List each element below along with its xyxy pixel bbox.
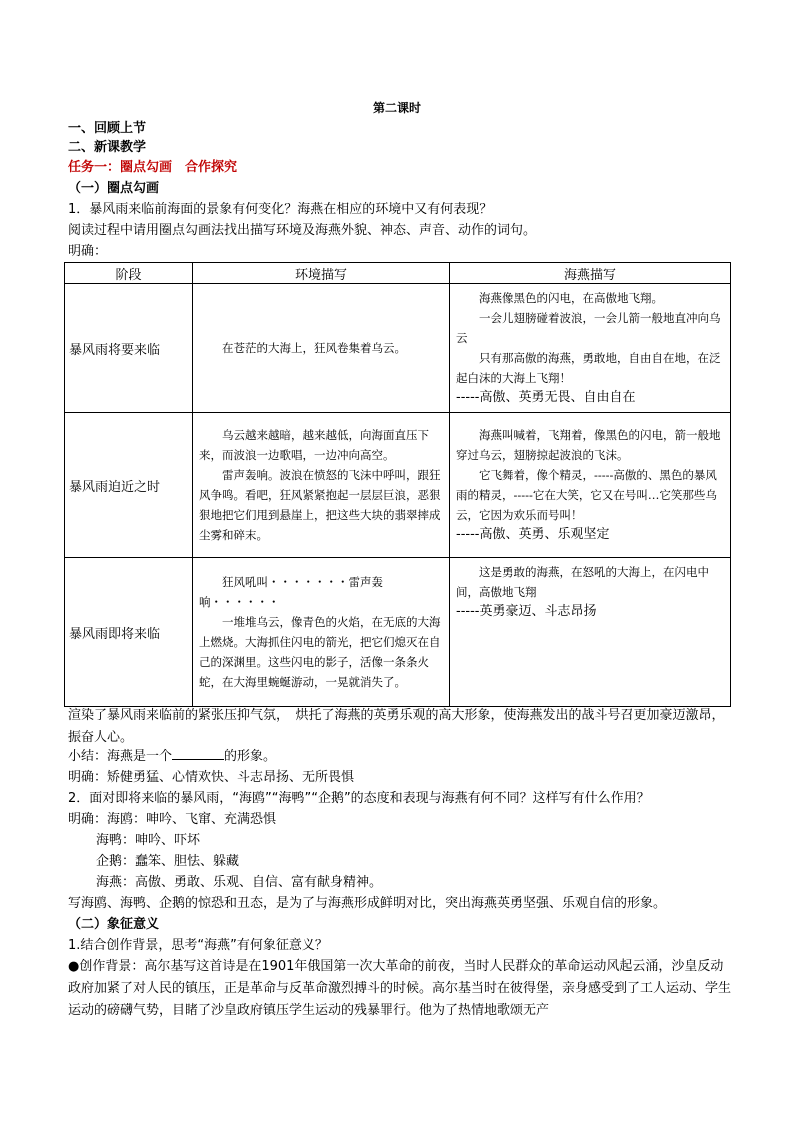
petrel-text: 这是勇敢的海燕，在怒吼的大海上，在闪电中间，高傲地飞翔 [456, 565, 709, 599]
answer-petrel: 海燕：高傲、勇敢、乐观、自信、富有献身精神。 [96, 875, 383, 890]
table-row [65, 558, 731, 707]
question-two: 2．面对即将来临的暴风雨，“海鸥”“海鸭”“企鹅”的态度和表现与海燕有何不同？这样写有什么作用？ [68, 791, 650, 806]
task-one-heading: 任务一：圈点勾画 合作探究 [68, 160, 238, 175]
petrel-cell [450, 284, 731, 413]
environment-cell [193, 284, 450, 413]
summary-suffix: 的形象。 [224, 749, 277, 764]
stage-cell: 暴风雨即将来临 [65, 558, 193, 707]
environment-cell [193, 413, 450, 558]
petrel-text: 它飞舞着，像个精灵，-----高傲的、黑色的暴风雨的精灵，-----它在大笑，它又在号叫…它笑那些乌云，它因为欢乐而号叫！ [456, 468, 717, 522]
petrel-text: 只有那高傲的海燕，勇敢地，自由自在地，在泛起白沫的大海上飞翔！ [456, 351, 721, 385]
table-row [65, 413, 731, 558]
subsection-annotate: （一）圈点勾画 [68, 181, 160, 196]
question-one-instruction: 阅读过程中请用圈点勾画法找出描写环境及海燕外貌、神态、声音、动作的词句。 [68, 223, 537, 238]
header-environment: 环境描写 [193, 263, 450, 284]
answer-duck: 海鸭：呻吟、吓坏 [96, 833, 201, 848]
question-symbolism: 1.结合创作背景，思考“海燕”有何象征意义？ [68, 938, 328, 953]
stage-cell: 暴风雨将要来临 [65, 284, 193, 413]
petrel-cell [450, 558, 731, 707]
clarify-label: 明确： [68, 244, 108, 259]
answer-penguin: 企鹅：蠢笨、胆怯、躲藏 [96, 854, 240, 869]
environment-text: 在苍茫的大海上，狂风卷集着乌云。 [222, 341, 406, 355]
fill-blank[interactable] [172, 747, 224, 760]
petrel-summary: -----英勇豪迈、斗志昂扬 [456, 604, 597, 619]
contrast-explanation: 写海鸥、海鸭、企鹅的惊恐和丑态，是为了与海燕形成鲜明对比，突出海燕英勇坚强、乐观自信的形象。 [68, 896, 667, 911]
page-title: 第二课时 [372, 101, 421, 115]
section-review: 一、回顾上节 [68, 121, 147, 136]
table-header-row [65, 263, 731, 284]
petrel-cell [450, 413, 731, 558]
header-petrel: 海燕描写 [450, 263, 731, 284]
question-one: 1．暴风雨来临前海面的景象有何变化？海燕在相应的环境中又有何表现？ [68, 202, 493, 217]
petrel-text: 海燕像黑色的闪电，在高傲地飞翔。 [479, 291, 663, 305]
summary-prefix: 小结：海燕是一个 [68, 749, 173, 764]
petrel-text: 海燕叫喊着，飞翔着，像黑色的闪电，箭一般地穿过乌云，翅膀掠起波浪的飞沫。 [456, 428, 721, 462]
petrel-summary: -----高傲、英勇、乐观坚定 [456, 527, 610, 542]
creation-background: ●创作背景：高尔基写这首诗是在1901年俄国第一次大革命的前夜，当时人民群众的革命运动风起云涌，沙皇反动政府加紧了对人民的镇压，正是革命与反革命激烈搏斗的时候。高尔基当时在彼得堡，亲身感受到了工人运动、学生运动的磅礴气势，目睹了沙皇政府镇压学生运动的残暴罪行。他为了热情地歌颂无产 [68, 959, 732, 1018]
analysis-table [64, 262, 731, 707]
environment-text: 一堆堆乌云，像青色的火焰，在无底的大海上燃烧。大海抓住闪电的箭光，把它们熄灭在自己的深渊里。这些闪电的影子，活像一条条火蛇，在大海里蜿蜒游动，一晃就消失了。 [199, 615, 441, 689]
environment-text: 雷声轰响。波浪在愤怒的飞沫中呼叫，跟狂风争鸣。看吧，狂风紧紧抱起一层层巨浪，恶狠狠地把它们甩到悬崖上，把这些大块的翡翠摔成尘雾和碎末。 [199, 468, 441, 542]
stage-cell: 暴风雨迫近之时 [65, 413, 193, 558]
environment-text: 狂风吼叫・・・・・・・雷声轰响・・・・・・ [199, 575, 383, 609]
answer-gull: 明确：海鸥：呻吟、飞窜、充满恐惧 [68, 812, 277, 827]
table-conclusion: 渲染了暴风雨来临前的紧张压抑气氛， 烘托了海燕的英勇乐观的高大形象，使海燕发出的战斗号召更加豪迈激昂，振奋人心。 [68, 708, 725, 745]
summary-line [68, 747, 738, 766]
environment-text: 乌云越来越暗，越来越低，向海面直压下来，而波浪一边歌唱，一边冲向高空。 [199, 428, 429, 462]
header-stage: 阶段 [65, 263, 193, 284]
subsection-symbolism: （二）象征意义 [68, 917, 160, 932]
petrel-text: 一会儿翅膀碰着波浪，一会儿箭一般地直冲向乌云 [456, 311, 721, 345]
petrel-summary: -----高傲、英勇无畏、自由自在 [456, 390, 636, 405]
environment-cell [193, 558, 450, 707]
table-row [65, 284, 731, 413]
clarify-two: 明确：矫健勇猛、心情欢快、斗志昂扬、无所畏惧 [68, 770, 355, 785]
section-new-lesson: 二、新课教学 [68, 140, 147, 155]
